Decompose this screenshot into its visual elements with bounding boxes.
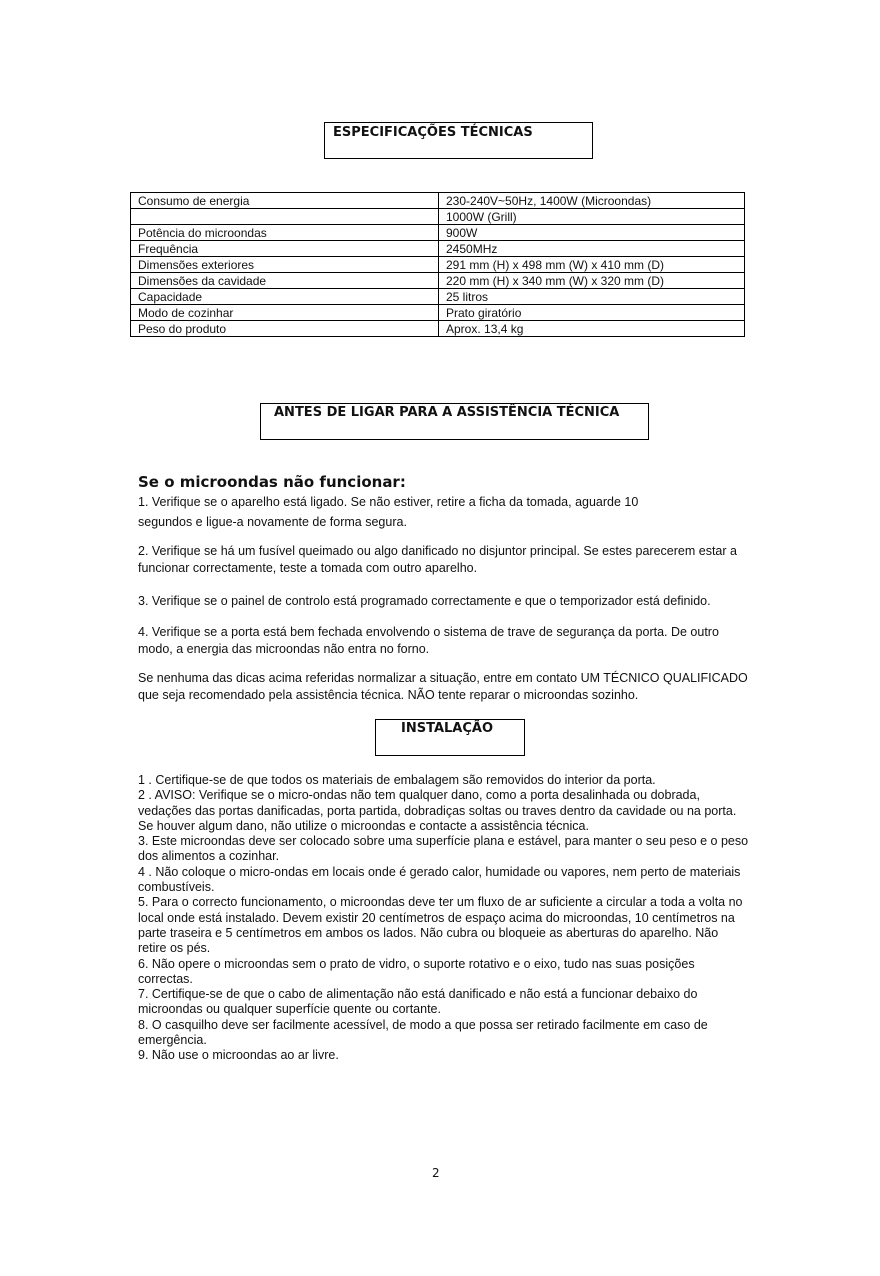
spec-value: Prato giratório [439, 305, 745, 321]
spec-row [131, 289, 745, 305]
spec-value: 220 mm (H) x 340 mm (W) x 320 mm (D) [439, 273, 745, 289]
spec-row [131, 257, 745, 273]
install-item: 3. Este microondas deve ser colocado sobre uma superfície plana e estável, para manter o seu peso e o peso dos alimentos a cozinhar. [138, 834, 749, 864]
troubleshoot-subtitle: Se o microondas não funcionar: [138, 473, 406, 491]
spec-label: Peso do produto [131, 321, 439, 337]
spec-value: 25 litros [439, 289, 745, 305]
spec-row [131, 241, 745, 257]
step-1-line-1: 1. Verifique se o aparelho está ligado. Se não estiver, retire a ficha da tomada, aguarde 10 [138, 495, 639, 509]
spec-label: Potência do microondas [131, 225, 439, 241]
spec-row [131, 193, 745, 209]
install-list [138, 773, 750, 1064]
specs-table [130, 192, 745, 337]
install-item: 9. Não use o microondas ao ar livre. [138, 1048, 339, 1063]
spec-label: Dimensões exteriores [131, 257, 439, 273]
spec-label: Frequência [131, 241, 439, 257]
spec-value: 900W [439, 225, 745, 241]
troubleshoot-note: Se nenhuma das dicas acima referidas normalizar a situação, entre em contato UM TÉCNICO QUALIFICADO que seja recomendado pela assistência técnica. NÃO tente reparar o microondas sozinho. [138, 671, 748, 702]
troubleshoot-step-1 [138, 492, 750, 532]
spec-value: 291 mm (H) x 498 mm (W) x 410 mm (D) [439, 257, 745, 273]
spec-value: Aprox. 13,4 kg [439, 321, 745, 337]
spec-row [131, 305, 745, 321]
support-section-title: ANTES DE LIGAR PARA A ASSISTÊNCIA TÉCNICA [260, 403, 649, 440]
troubleshoot-step-2: 2. Verifique se há um fusível queimado ou algo danificado no disjuntor principal. Se estes parecerem estar a funcionar correctamente, teste a tomada com outro aparelho. [138, 544, 737, 575]
spec-row [131, 321, 745, 337]
install-item: 2 . AVISO: Verifique se o micro-ondas não tem qualquer dano, como a porta desalinhada ou dobrada, vedações das portas danificadas, porta partida, dobradiças soltas ou traves dentro da cavidade ou na porta. Se houver algum dano, não utilize o microondas e contacte a assistência técnica. [138, 788, 737, 833]
spec-label: Dimensões da cavidade [131, 273, 439, 289]
spec-label: Modo de cozinhar [131, 305, 439, 321]
install-item: 8. O casquilho deve ser facilmente acessível, de modo a que possa ser retirado facilmente em caso de emergência. [138, 1017, 708, 1048]
spec-row [131, 209, 745, 225]
step-1-line-2: segundos e ligue-a novamente de forma segura. [138, 515, 407, 529]
spec-label: Capacidade [131, 289, 439, 305]
troubleshoot-step-4: 4. Verifique se a porta está bem fechada envolvendo o sistema de trave de segurança da porta. De outro modo, a energia das microondas não entra no forno. [138, 625, 719, 656]
spec-row [131, 225, 745, 241]
page-number: 2 [432, 1166, 440, 1180]
install-section-title: INSTALAÇÃO [375, 719, 525, 756]
specs-section-title: ESPECIFICAÇÕES TÉCNICAS [324, 122, 593, 159]
spec-value: 1000W (Grill) [439, 209, 745, 225]
spec-row [131, 273, 745, 289]
spec-label: Consumo de energia [131, 193, 439, 209]
install-item: 7. Certifique-se de que o cabo de alimentação não está danificado e não está a funcionar debaixo do microondas ou qualquer superfície quente ou cortante. [138, 987, 698, 1017]
install-item: 6. Não opere o microondas sem o prato de vidro, o suporte rotativo e o eixo, tudo nas suas posições correctas. [138, 956, 695, 986]
troubleshoot-step-3: 3. Verifique se o painel de controlo está programado correctamente e que o temporizador está definido. [138, 594, 711, 608]
spec-label [131, 209, 439, 225]
spec-value: 2450MHz [439, 241, 745, 257]
install-item: 4 . Não coloque o micro-ondas em locais onde é gerado calor, humidade ou vapores, nem perto de materiais combustíveis. [138, 864, 741, 895]
spec-value: 230-240V~50Hz, 1400W (Microondas) [439, 193, 745, 209]
install-item: 1 . Certifique-se de que todos os materiais de embalagem são removidos do interior da porta. [138, 773, 656, 787]
install-item: 5. Para o correcto funcionamento, o microondas deve ter um fluxo de ar suficiente a circular a toda a volta no local onde está instalado. Devem existir 20 centímetros de espaço acima do microondas, 10 centímetros na parte traseira e 5 centímetros em ambos os lados. Não cubra ou bloqueie as aberturas do aparelho. Não retire os pés. [138, 895, 743, 956]
